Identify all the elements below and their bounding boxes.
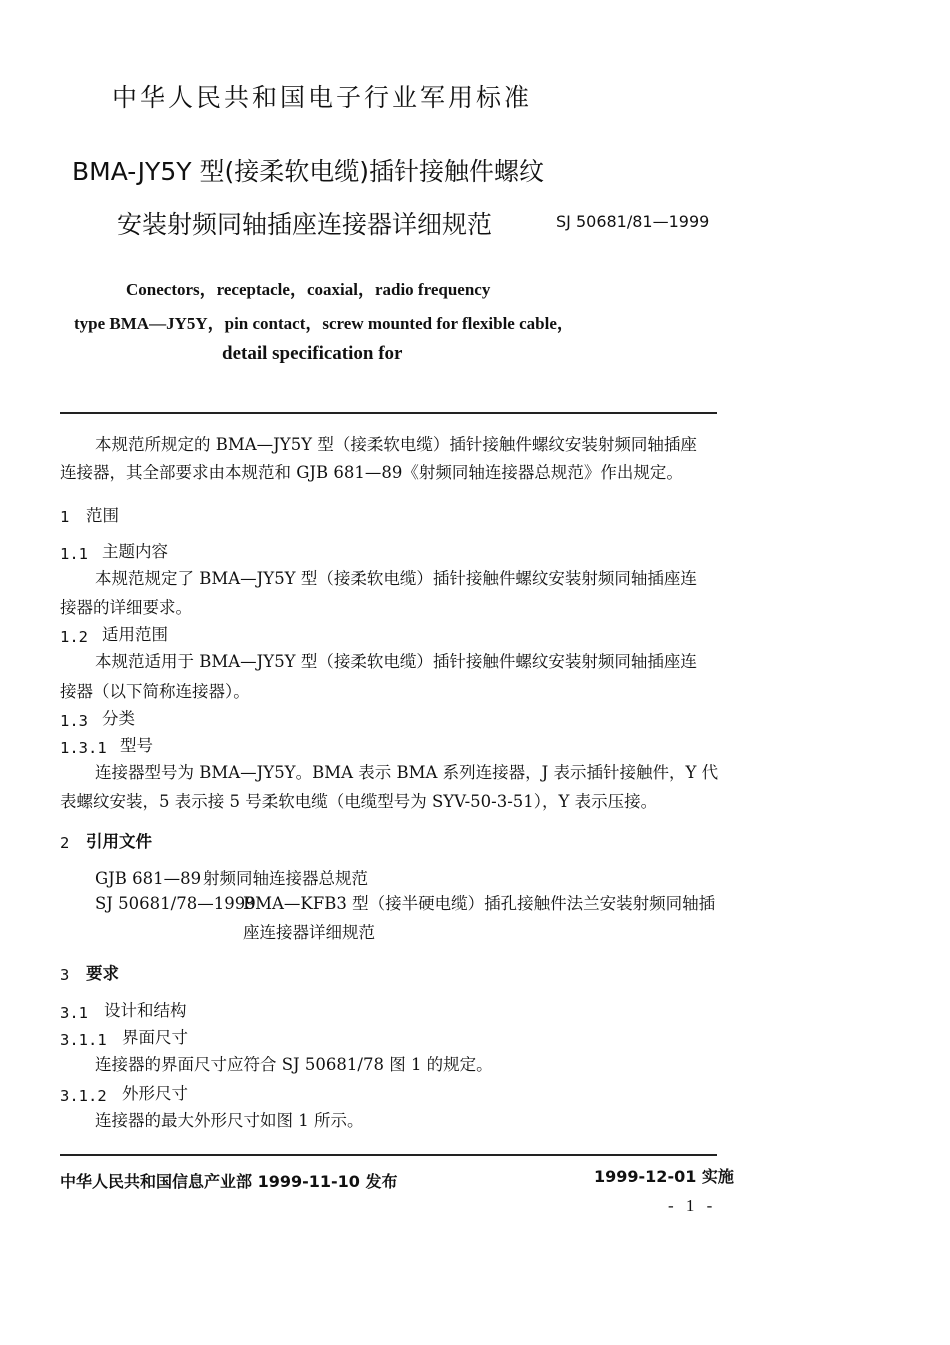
ref-2-text: BMA—KFB3 型（接半硬电缆）插孔接触件法兰安装射频同轴插 (243, 894, 716, 913)
section-3-1-2-line1: 连接器的最大外形尺寸如图 1 所示。 (95, 1111, 364, 1130)
section-1-number: 1 (60, 508, 70, 526)
section-1-1-number: 1.1 (60, 545, 88, 563)
doc-title-line2: 安装射频同轴插座连接器详细规范 (117, 210, 493, 239)
ref-2-cont: 座连接器详细规范 (243, 923, 375, 942)
section-1-3-1-line2: 表螺纹安装，5 表示接 5 号柔软电缆（电缆型号为 SYV-50-3-51），Y 表示压接。 (60, 792, 658, 811)
section-3-1-title: 设计和结构 (104, 1001, 187, 1020)
section-3-1-1-line1: 连接器的界面尺寸应符合 SJ 50681/78 图 1 的规定。 (95, 1055, 493, 1074)
section-3-1-1-title: 界面尺寸 (122, 1028, 188, 1047)
section-3-1-2-title: 外形尺寸 (122, 1084, 188, 1103)
section-1-2-number: 1.2 (60, 628, 88, 646)
section-1-3-1-title: 型号 (120, 736, 153, 755)
english-title-line3: detail specification for (222, 343, 403, 364)
section-3-1-2-number: 3.1.2 (60, 1087, 107, 1105)
doc-title-line1: BMA-JY5Y 型(接柔软电缆)插针接触件螺纹 (72, 157, 544, 186)
section-1-3-1-line1: 连接器型号为 BMA—JY5Y。BMA 表示 BMA 系列连接器，J 表示插针接触件，Y 代 (95, 763, 719, 782)
header-divider (60, 412, 717, 414)
english-title-line2: type BMA—JY5Y，pin contact，screw mounted for flexible cable， (74, 314, 574, 333)
effective-date: 1999-12-01 实施 (594, 1167, 734, 1186)
section-1-3-title: 分类 (102, 709, 135, 728)
ref-2-code: SJ 50681/78—1999 (95, 894, 256, 913)
section-1-1-line2: 接器的详细要求。 (60, 598, 192, 617)
page-number: - 1 - (668, 1196, 717, 1215)
section-1-3-1-number: 1.3.1 (60, 739, 107, 757)
section-1-2-title: 适用范围 (102, 625, 168, 644)
intro-line1: 本规范所规定的 BMA—JY5Y 型（接柔软电缆）插针接触件螺纹安装射频同轴插座 (95, 435, 697, 454)
doc-number: SJ 50681/81—1999 (556, 212, 710, 231)
section-1-2-line2: 接器（以下简称连接器）。 (60, 682, 250, 701)
section-3-1-number: 3.1 (60, 1004, 88, 1022)
intro-line2: 连接器，其全部要求由本规范和 GJB 681—89《射频同轴连接器总规范》作出规定。 (60, 463, 683, 482)
section-2-number: 2 (60, 834, 70, 852)
section-1-title: 范围 (86, 506, 119, 525)
section-1-2-line1: 本规范适用于 BMA—JY5Y 型（接柔软电缆）插针接触件螺纹安装射频同轴插座连 (95, 652, 697, 671)
english-title-line1: Conectors，receptacle，coaxial，radio frequency (126, 280, 491, 299)
section-1-1-line1: 本规范规定了 BMA—JY5Y 型（接柔软电缆）插针接触件螺纹安装射频同轴插座连 (95, 569, 697, 588)
org-header: 中华人民共和国电子行业军用标准 (112, 83, 533, 112)
section-3-1-1-number: 3.1.1 (60, 1031, 107, 1049)
section-3-title: 要求 (86, 964, 119, 983)
section-1-3-number: 1.3 (60, 712, 88, 730)
ref-1-code: GJB 681—89 (95, 869, 202, 888)
ref-1-text: 射频同轴连接器总规范 (203, 869, 368, 888)
section-3-number: 3 (60, 966, 70, 984)
issued-by: 中华人民共和国信息产业部 1999-11-10 发布 (60, 1172, 398, 1191)
section-1-1-title: 主题内容 (102, 542, 168, 561)
footer-divider (60, 1154, 717, 1156)
section-2-title: 引用文件 (86, 832, 152, 851)
